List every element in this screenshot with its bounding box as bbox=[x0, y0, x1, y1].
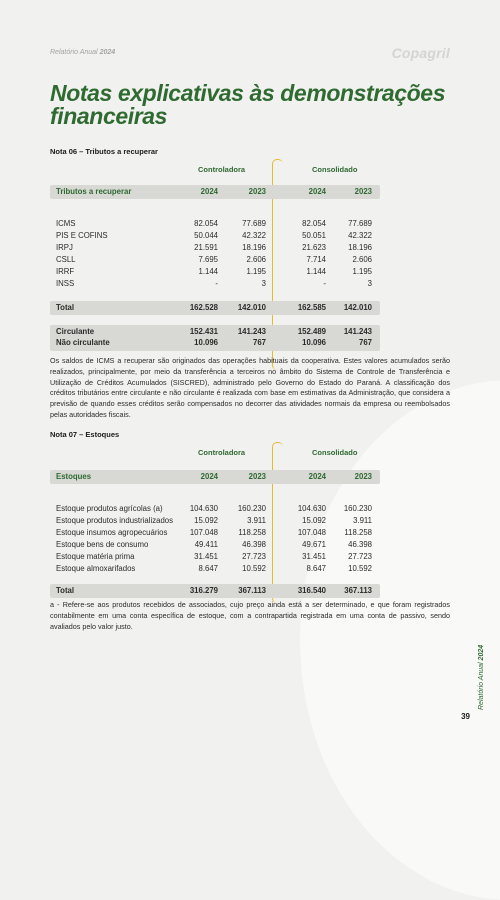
cell: 141.243 bbox=[343, 327, 372, 336]
report-label bbox=[50, 49, 115, 56]
cell: 142.010 bbox=[343, 303, 372, 312]
table-row bbox=[50, 516, 450, 526]
cell: 49.411 bbox=[194, 540, 218, 549]
cell: 1.144 bbox=[198, 267, 218, 276]
side-label-report: Relatório Anual bbox=[478, 662, 485, 710]
table-row bbox=[50, 219, 450, 229]
table-row bbox=[50, 540, 450, 550]
row-label: PIS E COFINS bbox=[56, 231, 108, 240]
col-2023-a: 2023 bbox=[248, 472, 266, 481]
col-2024-a: 2024 bbox=[200, 187, 218, 196]
nota-07-section bbox=[50, 430, 450, 602]
cell: 118.258 bbox=[238, 528, 266, 537]
cell: 367.113 bbox=[238, 586, 266, 595]
col-2023-b: 2023 bbox=[354, 187, 372, 196]
side-label bbox=[478, 640, 488, 710]
row-label: Estoque bens de consumo bbox=[56, 540, 149, 549]
table-row bbox=[50, 243, 450, 253]
report-year: 2024 bbox=[99, 49, 116, 56]
row-label: CSLL bbox=[56, 255, 76, 264]
cell: 142.010 bbox=[237, 303, 266, 312]
cell: 77.689 bbox=[242, 219, 266, 228]
cell: 77.689 bbox=[348, 219, 372, 228]
row-label: Estoque produtos industrializados bbox=[56, 516, 174, 525]
row-label: INSS bbox=[56, 279, 75, 288]
cell: 27.723 bbox=[242, 552, 266, 561]
cell: 18.196 bbox=[242, 243, 266, 252]
page-title: Notas explicativas às demonstrações financeiras bbox=[50, 80, 446, 129]
col-2023-b: 2023 bbox=[354, 472, 372, 481]
cell: 3 bbox=[261, 279, 266, 288]
row-label: IRPJ bbox=[56, 243, 73, 252]
cell: 46.398 bbox=[242, 540, 266, 549]
nota-06-section bbox=[50, 147, 450, 349]
col-label: Tributos a recuperar bbox=[56, 187, 132, 196]
col-2024-b: 2024 bbox=[308, 187, 326, 196]
cell: 10.096 bbox=[302, 338, 326, 347]
cell: 8.647 bbox=[306, 564, 326, 573]
table-row bbox=[50, 564, 450, 574]
page-number: 39 bbox=[461, 712, 470, 721]
table-row bbox=[50, 267, 450, 277]
cell: 3 bbox=[367, 279, 372, 288]
cell: - bbox=[215, 279, 218, 288]
cell: 7.695 bbox=[198, 255, 218, 264]
cell: 2.606 bbox=[352, 255, 372, 264]
table-row bbox=[50, 504, 450, 514]
cell: 316.540 bbox=[297, 586, 326, 595]
row-label: Estoque produtos agrícolas (a) bbox=[56, 504, 163, 513]
cell: 42.322 bbox=[242, 231, 266, 240]
row-label: Estoque almoxarifados bbox=[56, 564, 136, 573]
copagril-logo: Copagril bbox=[391, 45, 450, 61]
cell: 767 bbox=[252, 338, 266, 347]
group-consolidado: Consolidado bbox=[312, 165, 358, 174]
cell: 10.592 bbox=[348, 564, 372, 573]
cell: 160.230 bbox=[237, 504, 266, 513]
cell: 46.398 bbox=[348, 540, 372, 549]
nota-07-table bbox=[50, 448, 450, 608]
side-label-text bbox=[478, 645, 485, 710]
page-header bbox=[50, 47, 450, 63]
group-controladora: Controladora bbox=[198, 165, 246, 174]
cell: 15.092 bbox=[194, 516, 218, 525]
cell: 21.591 bbox=[194, 243, 218, 252]
cell: 31.451 bbox=[302, 552, 326, 561]
cell: 118.258 bbox=[344, 528, 372, 537]
paragraph-icms: Os saldos de ICMS a recuperar são originados das operações habituais da cooperativa. Estes valores acumulados serão realizados, principalmente, por meio da transferência a terceiros no âmbito do Sistema de Controle de Transferência e Utilização de Créditos Acumulados (SISCRED), administrado pelo Governo do Estado do Paraná. A classificação dos créditos tributários entre circulante e não circulante é realizada com base em estimativas da Administração, que considera a previsão de quando esses créditos serão compensados no decorrer das atividades normais da empresa ou reembolsados pelas autoridades fiscais. bbox=[50, 356, 450, 419]
cell: 3.911 bbox=[353, 516, 372, 525]
cell: 27.723 bbox=[348, 552, 372, 561]
report-label-text: Relatório Anual bbox=[50, 49, 98, 56]
cell: 21.623 bbox=[302, 243, 326, 252]
cell: 10.592 bbox=[242, 564, 266, 573]
nao-circulante-label: Não circulante bbox=[56, 338, 110, 347]
cell: 82.054 bbox=[302, 219, 326, 228]
cell: 18.196 bbox=[348, 243, 372, 252]
cell: 42.322 bbox=[348, 231, 372, 240]
table-row bbox=[50, 255, 450, 265]
cell: 152.431 bbox=[189, 327, 218, 336]
col-2024-a: 2024 bbox=[200, 472, 218, 481]
cell: 367.113 bbox=[344, 586, 372, 595]
cell: 767 bbox=[358, 338, 372, 347]
side-label-year: 2024 bbox=[478, 644, 485, 661]
col-2024-b: 2024 bbox=[308, 472, 326, 481]
cell: 31.451 bbox=[194, 552, 218, 561]
cell: 107.048 bbox=[297, 528, 326, 537]
col-label: Estoques bbox=[56, 472, 92, 481]
total-row bbox=[50, 586, 450, 596]
cell: 316.279 bbox=[189, 586, 218, 595]
cell: 3.911 bbox=[247, 516, 266, 525]
cell: 7.714 bbox=[306, 255, 326, 264]
table-row bbox=[50, 552, 450, 562]
cell: 104.630 bbox=[297, 504, 326, 513]
row-label: IRRF bbox=[56, 267, 75, 276]
row-label: Estoque insumos agropecuários bbox=[56, 528, 168, 537]
group-controladora: Controladora bbox=[198, 448, 246, 457]
cell: 8.647 bbox=[198, 564, 218, 573]
nota-06-table bbox=[50, 165, 450, 355]
paragraph-note-a: a - Refere-se aos produtos recebidos de associados, cujo preço ainda está a ser determinado, e que foram registrados contabilmente em uma conta específica de estoque, com a contrapartida registrada em uma conta de passivo, sendo avaliados pelo valor justo. bbox=[50, 600, 450, 631]
table-row bbox=[50, 528, 450, 538]
cell: 1.144 bbox=[306, 267, 326, 276]
total-label: Total bbox=[56, 303, 75, 312]
table-header-row bbox=[50, 472, 450, 482]
row-label: Estoque matéria prima bbox=[56, 552, 135, 561]
cell: 1.195 bbox=[246, 267, 266, 276]
cell: 49.671 bbox=[302, 540, 326, 549]
col-2023-a: 2023 bbox=[248, 187, 266, 196]
group-consolidado: Consolidado bbox=[312, 448, 358, 457]
cell: 50.051 bbox=[302, 231, 326, 240]
nota-07-title: Nota 07 – Estoques bbox=[50, 430, 120, 439]
nao-circulante-row bbox=[50, 338, 450, 348]
cell: 15.092 bbox=[302, 516, 326, 525]
table-row bbox=[50, 279, 450, 289]
row-label: ICMS bbox=[56, 219, 76, 228]
total-row bbox=[50, 303, 450, 313]
circulante-row bbox=[50, 327, 450, 337]
cell: 152.489 bbox=[297, 327, 326, 336]
cell: 1.195 bbox=[352, 267, 372, 276]
nota-06-title: Nota 06 – Tributos a recuperar bbox=[50, 147, 158, 156]
cell: - bbox=[323, 279, 326, 288]
cell: 162.585 bbox=[297, 303, 326, 312]
table-row bbox=[50, 231, 450, 241]
cell: 141.243 bbox=[237, 327, 266, 336]
cell: 160.230 bbox=[343, 504, 372, 513]
cell: 107.048 bbox=[189, 528, 218, 537]
cell: 104.630 bbox=[189, 504, 218, 513]
cell: 50.044 bbox=[194, 231, 218, 240]
circulante-label: Circulante bbox=[56, 327, 95, 336]
total-label: Total bbox=[56, 586, 75, 595]
table-header-row bbox=[50, 187, 450, 197]
cell: 10.096 bbox=[194, 338, 218, 347]
cell: 82.054 bbox=[194, 219, 218, 228]
cell: 162.528 bbox=[189, 303, 218, 312]
cell: 2.606 bbox=[246, 255, 266, 264]
